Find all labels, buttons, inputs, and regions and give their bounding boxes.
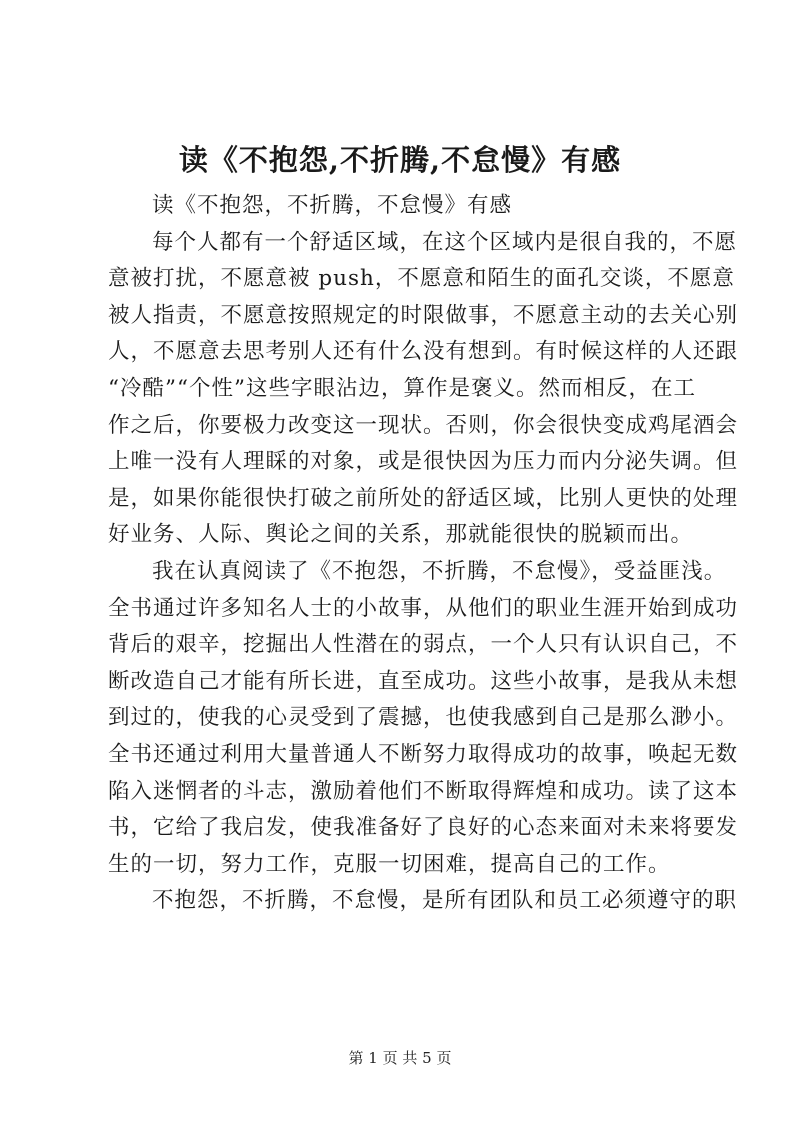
paragraph-line: 不抱怨，不折腾，不怠慢，是所有团队和员工必须遵守的职 [152, 888, 738, 914]
paragraph-line: 生的一切，努力工作，克服一切困难，提高自己的工作。 [108, 851, 671, 877]
page-footer: 第 1 页 共 5 页 [348, 1049, 452, 1067]
paragraph-line: 断改造自己才能有所长进，直至成功。这些小故事，是我从未想 [108, 668, 739, 694]
document-body [108, 188, 739, 920]
paragraph-line: 作之后，你要极力改变这一现状。否则，你会很快变成鸡尾酒会 [108, 412, 739, 438]
paragraph-line: 全书通过许多知名人士的小故事，从他们的职业生涯开始到成功 [108, 595, 739, 621]
paragraph-line: 是，如果你能很快打破之前所处的舒适区域，比别人更快的处理 [108, 485, 739, 511]
document-title: 读《不抱怨,不折腾,不怠慢》有感 [178, 143, 622, 177]
paragraph-line: 书，它给了我启发，使我准备好了良好的心态来面对未来将要发 [108, 815, 739, 841]
paragraph-line: 背后的艰辛，挖掘出人性潜在的弱点，一个人只有认识自己，不 [108, 632, 739, 658]
paragraph-line: 到过的，使我的心灵受到了震撼，也使我感到自己是那么渺小。 [108, 705, 739, 731]
paragraph-line: 全书还通过利用大量普通人不断努力取得成功的故事，唤起无数 [108, 741, 739, 767]
paragraph-line: “冷酷”“个性”这些字眼沾边，算作是褒义。然而相反，在工 [108, 375, 696, 401]
paragraph-line: 人，不愿意去思考别人还有什么没有想到。有时候这样的人还跟 [108, 339, 739, 365]
paragraph-line: 我在认真阅读了《不抱怨，不折腾，不怠慢》，受益匪浅。 [152, 558, 727, 584]
paragraph-line: 意被打扰，不愿意被 push，不愿意和陌生的面孔交谈，不愿意 [108, 266, 735, 292]
paragraph-line: 上唯一没有人理睬的对象，或是很快因为压力而内分泌失调。但 [108, 449, 739, 475]
paragraph-line: 每个人都有一个舒适区域，在这个区域内是很自我的，不愿 [152, 229, 738, 255]
paragraph-line: 被人指责，不愿意按照规定的时限做事，不愿意主动的去关心别 [108, 302, 739, 328]
paragraph-line: 好业务、人际、舆论之间的关系，那就能很快的脱颖而出。 [108, 522, 694, 548]
subtitle-line: 读《不抱怨，不折腾，不怠慢》有感 [152, 193, 513, 218]
paragraph-line: 陷入迷惘者的斗志，激励着他们不断取得辉煌和成功。读了这本 [108, 778, 739, 804]
